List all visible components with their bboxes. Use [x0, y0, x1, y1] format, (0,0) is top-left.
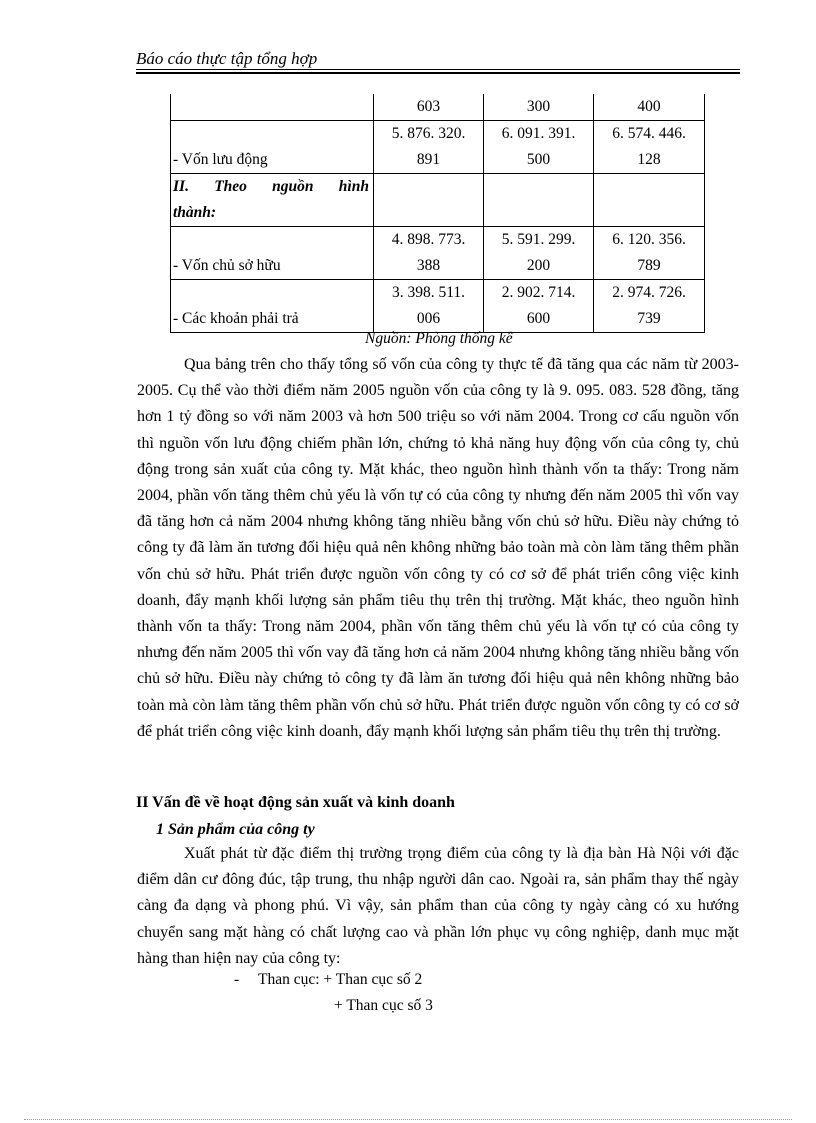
table-row: [171, 121, 705, 174]
subsection-heading: 1 Sản phẩm của công ty: [156, 821, 315, 838]
table-row: [171, 280, 705, 333]
table-row: [171, 227, 705, 280]
table-cell: 6. 091. 391. 500: [484, 121, 594, 174]
table-cell: [594, 174, 705, 227]
table-cell: [484, 174, 594, 227]
table-cell-label: [171, 94, 374, 121]
table-cell: 300: [484, 94, 594, 121]
list-dash: -: [234, 971, 240, 988]
header-rule-thin: [136, 69, 740, 70]
table-cell: 2. 974. 726. 739: [594, 280, 705, 333]
table-cell: 3. 398. 511. 006: [374, 280, 484, 333]
table-cell: 6. 120. 356. 789: [594, 227, 705, 280]
capital-table: [170, 94, 705, 333]
table-cell: 2. 902. 714. 600: [484, 280, 594, 333]
footer-rule: [24, 1119, 792, 1120]
body-paragraph-1: Qua bảng trên cho thấy tổng số vốn của công ty thực tế đã tăng qua các năm từ 2003-2005. Cụ thể vào thời điểm năm 2005 nguồn vốn của công ty là 9. 095. 083. 528 đồng, tăng hơn 1 tỷ đồng so với năm 2003 và hơn 500 triệu so với năm 2004. Trong cơ cấu nguồn vốn thì nguồn vốn lưu động chiếm phần lớn, chứng tỏ khả năng huy động vốn của công ty, chủ động trong sản xuất của công ty. Mặt khác, theo nguồn hình thành vốn ta thấy: Trong năm 2004, phần vốn tăng thêm chủ yếu là vốn tự có của công ty nhưng đến năm 2005 thì vốn vay đã tăng hơn cả năm 2004 nhưng không tăng nhiều bằng vốn chủ sở hữu. Điều này chứng tỏ công ty đã làm ăn tương đối hiệu quả nên không những bảo toàn mà còn làm tăng thêm phần vốn chủ sở hữu. Phát triển được nguồn vốn công ty có cơ sở để phát triển công việc kinh doanh, đẩy mạnh khối lượng sản phẩm tiêu thụ trên thị trường. Mặt khác, theo nguồn hình thành vốn ta thấy: Trong năm 2004, phần vốn tăng thêm chủ yếu là vốn tự có của công ty nhưng đến năm 2005 thì vốn vay đã tăng hơn cả năm 2004 nhưng không tăng nhiều bằng vốn chủ sở hữu. Điều này chứng tỏ công ty đã làm ăn tương đối hiệu quả nên không những bảo toàn mà còn làm tăng thêm phần vốn chủ sở hữu. Phát triển được nguồn vốn công ty có cơ sở để phát triển công việc kinh doanh, đẩy mạnh khối lượng sản phẩm tiêu thụ trên thị trường.: [137, 356, 739, 740]
table-cell: 5. 591. 299. 200: [484, 227, 594, 280]
table-cell-label: - Vốn lưu động: [171, 121, 374, 174]
table-cell-label: - Các khoản phải trả: [171, 280, 374, 333]
table-cell: [374, 174, 484, 227]
product-list-item: - Than cục: + Than cục số 2: [234, 971, 423, 988]
table-cell-section-label: II. Theo nguồn hình thành:: [171, 174, 374, 227]
table-cell: 5. 876. 320. 891: [374, 121, 484, 174]
table-cell-label: - Vốn chủ sở hữu: [171, 227, 374, 280]
page-header-title: Báo cáo thực tập tổng hợp: [136, 49, 318, 68]
body-paragraph-2: Xuất phát từ đặc điểm thị trường trọng điểm của công ty là địa bàn Hà Nội với đặc điểm dân cư đông đúc, tập trung, thu nhập người dân cao. Ngoài ra, sản phẩm thay thế ngày càng đa dạng và phong phú. Vì vậy, sản phẩm than của công ty ngày càng có xu hướng chuyển sang mặt hàng có chất lượng cao và phần lớn phục vụ công nghiệp, danh mục mặt hàng than hiện nay của công ty:: [137, 845, 739, 967]
product-list-item: + Than cục số 3: [334, 997, 433, 1014]
table-row-section-header: [171, 174, 705, 227]
table-cell: 603: [374, 94, 484, 121]
table-source-note: Nguồn: Phòng thống kê: [365, 330, 513, 347]
table-cell: 6. 574. 446. 128: [594, 121, 705, 174]
table-row: [171, 94, 705, 121]
table-cell: 400: [594, 94, 705, 121]
section-heading: II Vấn đề về hoạt động sản xuất và kinh doanh: [136, 794, 455, 811]
table-cell: 4. 898. 773. 388: [374, 227, 484, 280]
header-rule-thick: [136, 72, 740, 74]
